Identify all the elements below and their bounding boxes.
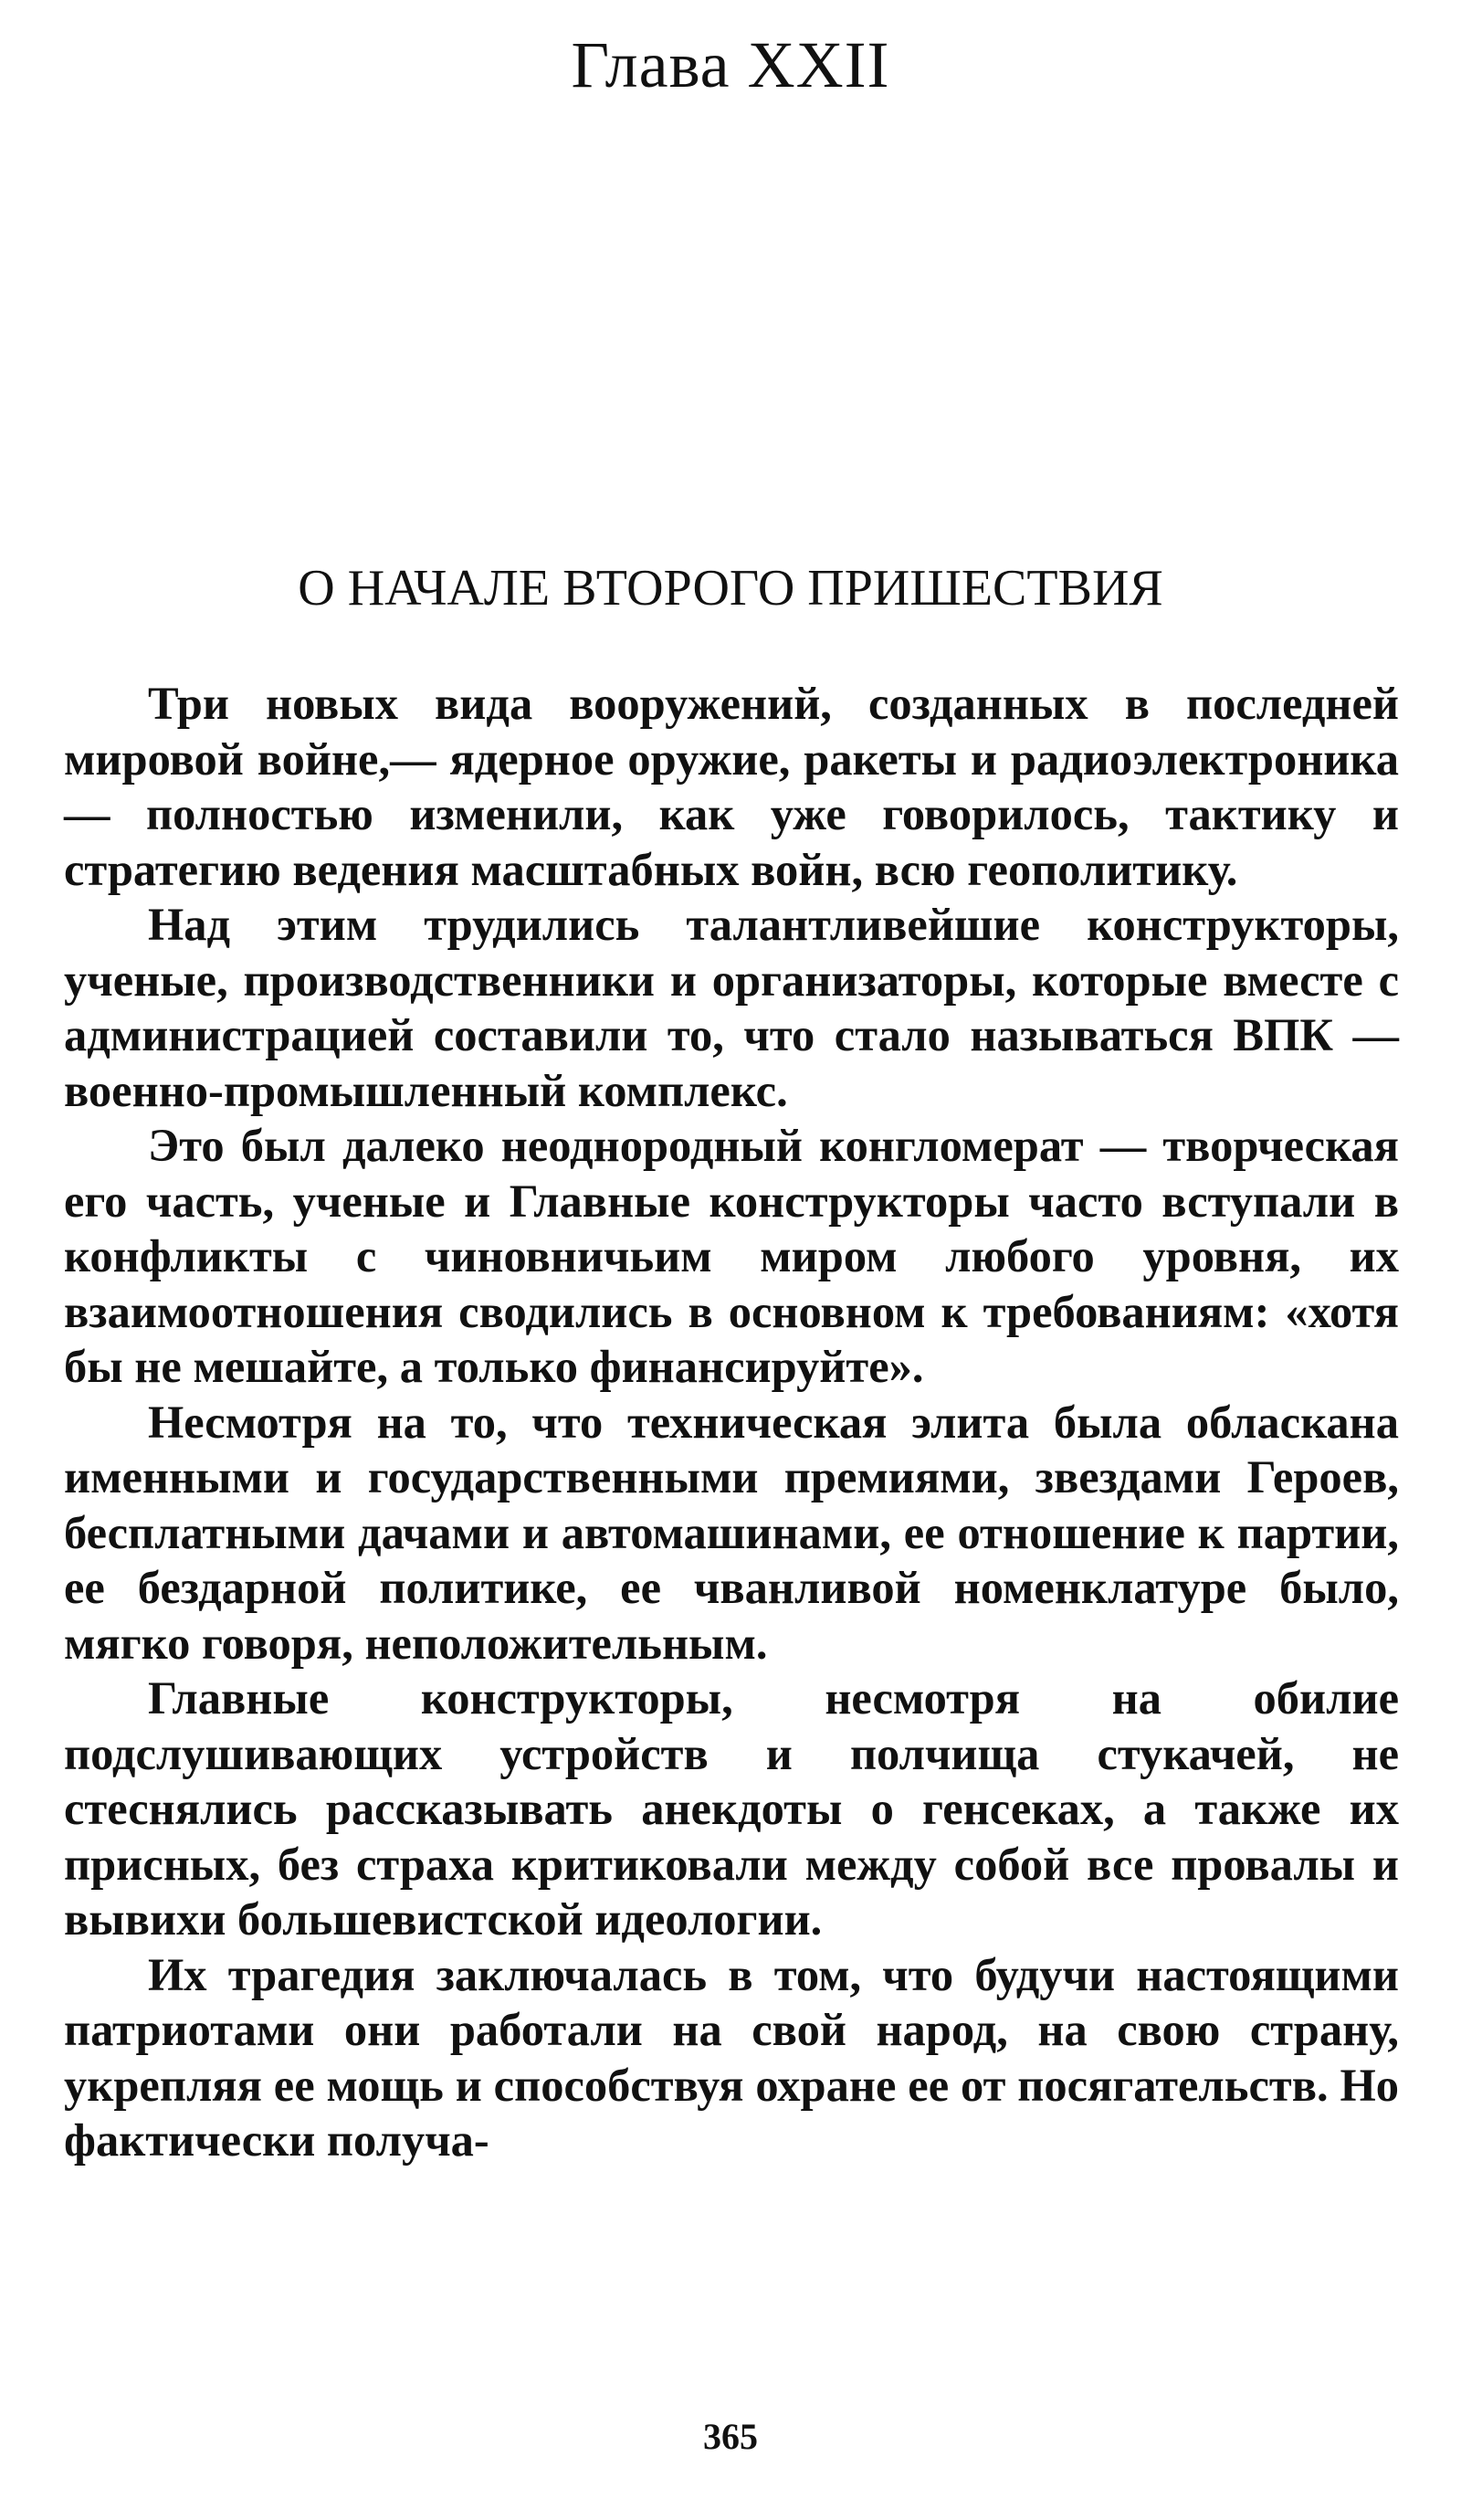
page-number: 365 [703,2416,758,2457]
body-text [64,676,1399,2168]
paragraph: Это был далеко неоднородный конгломерат — творческая его часть, ученые и Главные конструкторы часто вступали в конфликты с чиновничьим миром любого уровня, их взаимоотношения сводились в основном к требованиям: «хотя бы не мешайте, а только финансируйте». [64,1120,1399,1392]
paragraph: Над этим трудились талантливейшие конструкторы, ученые, производственники и организаторы, которые вместе с администрацией составили то, что стало называться ВПК — военно-промышленный комплекс. [64,899,1399,1116]
chapter-title: Глава XXII [571,28,890,101]
section-title: О НАЧАЛЕ ВТОРОГО ПРИШЕСТВИЯ [298,560,1163,617]
paragraph: Несмотря на то, что техническая элита была обласкана именными и государственными премиями, звездами Героев, бесплатными дачами и автомашинами, ее отношение к партии, ее бездарной политике, ее чванливой номенклатуре было, мягко говоря, неположительным. [64,1396,1399,1669]
paragraph: Их трагедия заключалась в том, что будучи настоящими патриотами они работали на свой народ, на свою страну, укрепляя ее мощь и способствуя охране ее от посягательств. Но фактически получа- [64,1948,1399,2166]
paragraph: Три новых вида вооружений, созданных в последней мировой войне,— ядерное оружие, ракеты и радиоэлектроника — полностью изменили, как уже говорилось, тактику и стратегию ведения масштабных войн, всю геополитику. [64,678,1399,895]
paragraph: Главные конструкторы, несмотря на обилие подслушивающих устройств и полчища стукачей, не стеснялись рассказывать анекдоты о генсеках, а также их присных, без страха критиковали между собой все провалы и вывихи большевистской идеологии. [64,1672,1399,1945]
